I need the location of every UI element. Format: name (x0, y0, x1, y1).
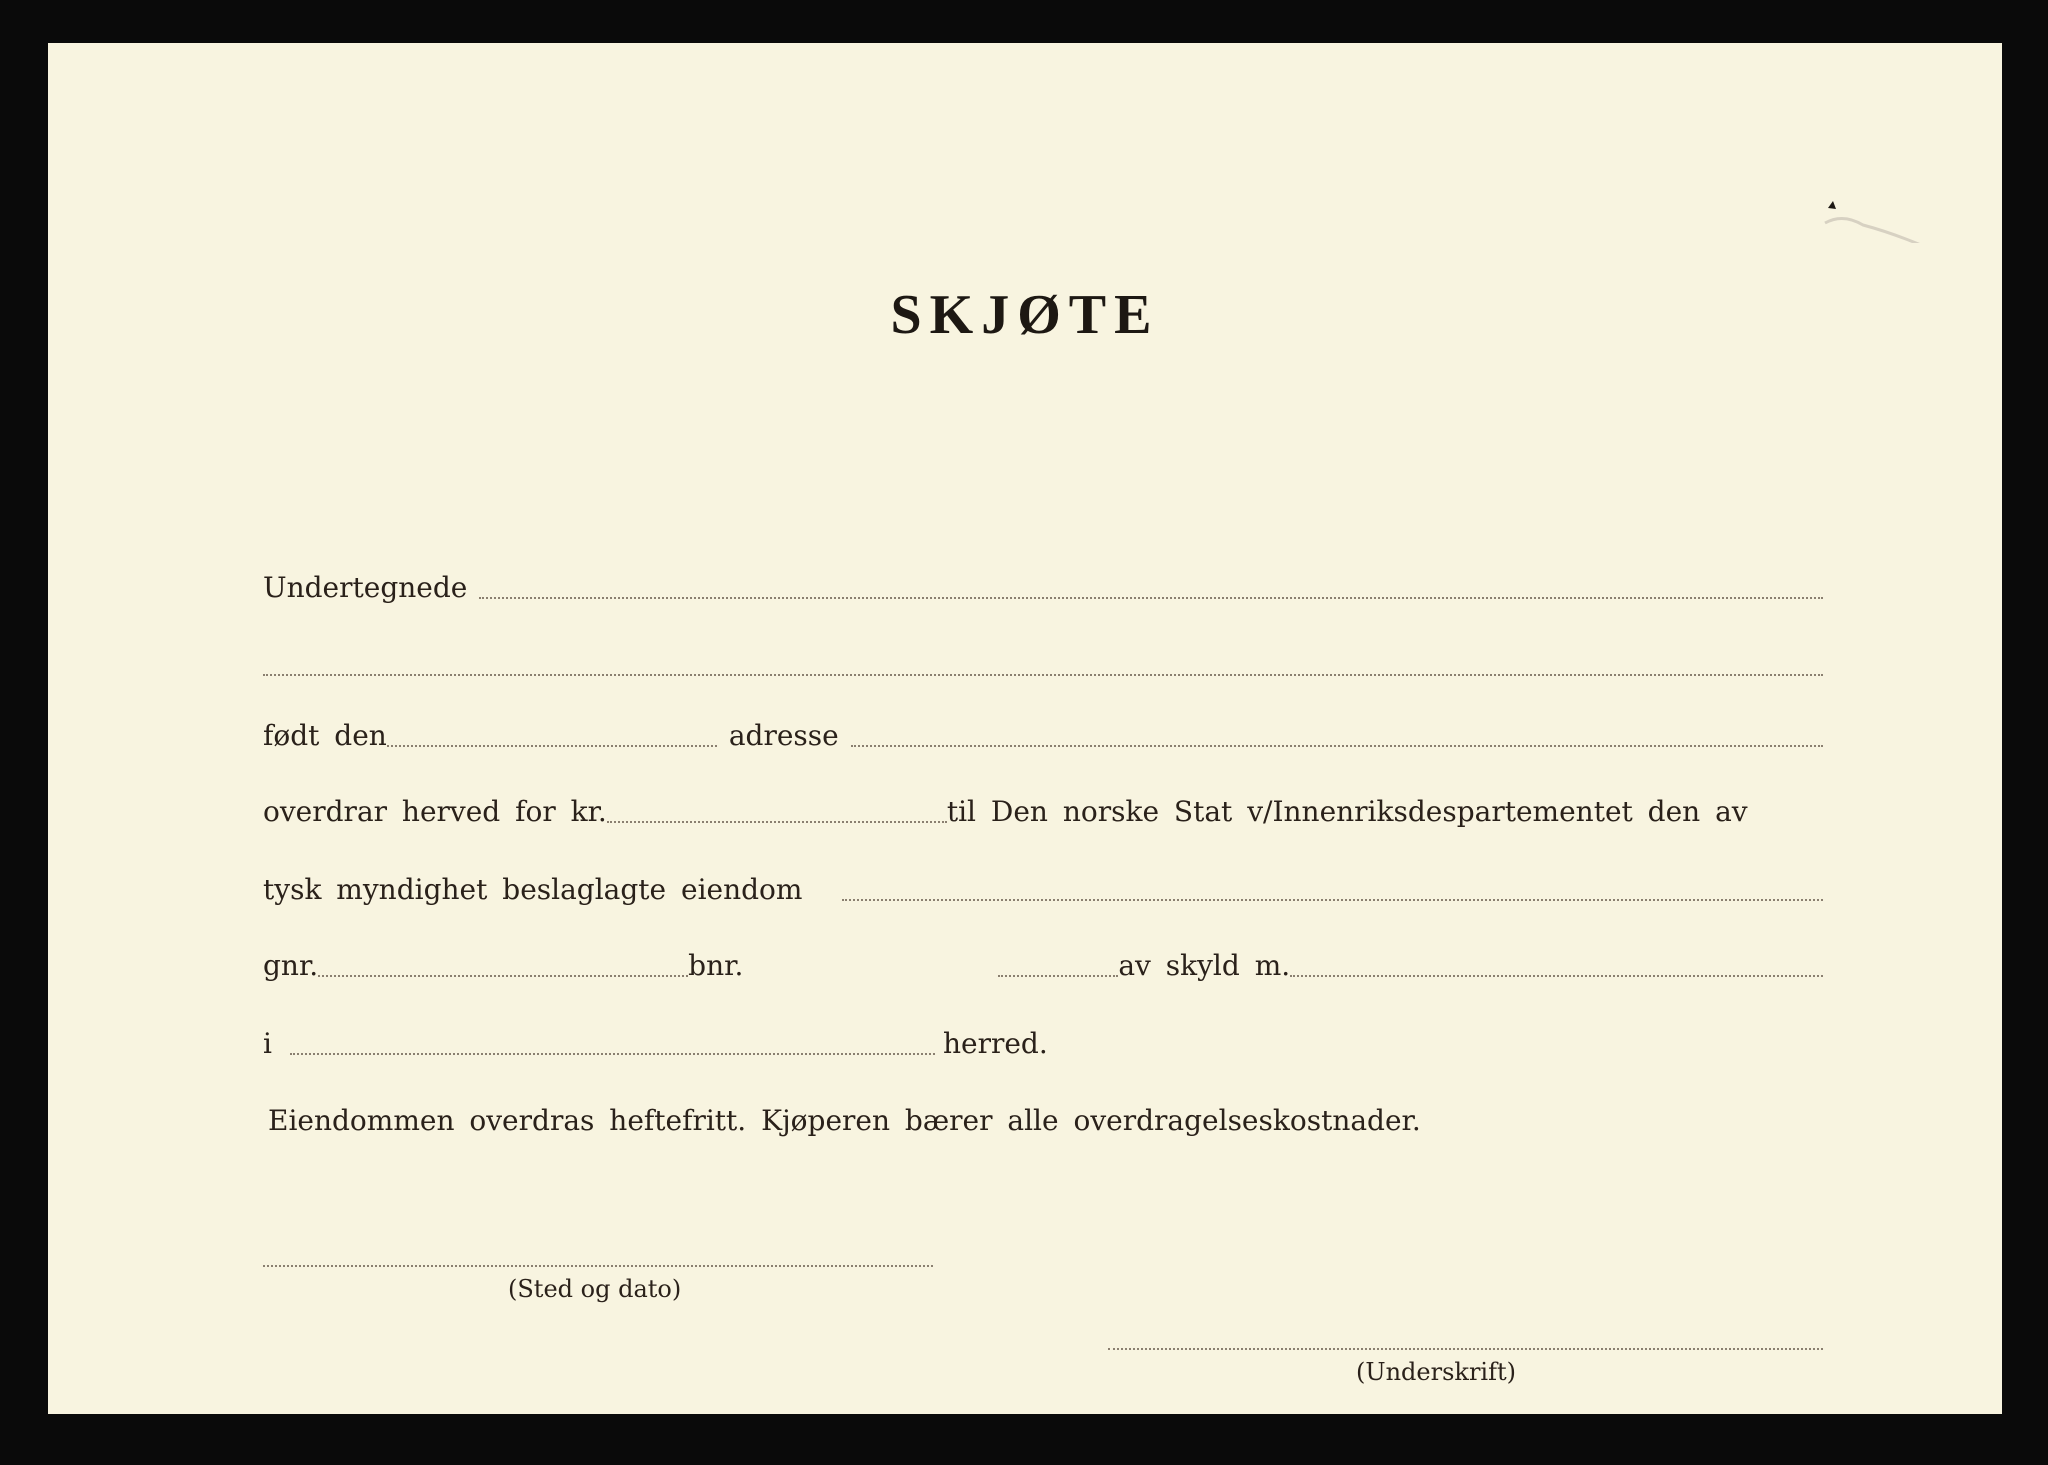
adresse-label: adresse (728, 719, 839, 752)
undertegnede-field[interactable] (479, 597, 1823, 599)
tysk-label: tysk myndighet beslaglagte eiendom (263, 873, 803, 906)
signature-field[interactable] (1108, 1348, 1823, 1350)
herred-label: herred. (942, 1027, 1048, 1060)
skyld-label: av skyld m. (1118, 949, 1291, 982)
place-date-caption: (Sted og dato) (508, 1275, 682, 1303)
undertegnede-label: Undertegnede (263, 571, 468, 604)
address-field[interactable] (851, 745, 1823, 747)
paper-stain-mark (1823, 173, 1933, 243)
gnr-field[interactable] (318, 975, 688, 977)
undertegnede-row (263, 563, 1823, 603)
undertegnede-continuation-field[interactable] (263, 674, 1823, 676)
statement-row (268, 1096, 1828, 1136)
property-field[interactable] (842, 899, 1823, 901)
place-date-field[interactable] (263, 1265, 933, 1267)
herred-field[interactable] (290, 1053, 935, 1055)
fodt-label: født den (263, 719, 387, 752)
gnr-label: gnr. (263, 949, 319, 982)
document-title: SKJØTE (890, 284, 1160, 346)
signature-caption: (Underskrift) (1356, 1358, 1516, 1386)
skyld-field[interactable] (1290, 975, 1823, 977)
statement-text: Eiendommen overdras heftefritt. Kjøperen bærer alle overdragelseskostnader. (268, 1104, 1421, 1137)
transfer-row (263, 787, 1823, 827)
bnr-label: bnr. (688, 949, 744, 982)
til-label: til Den norske Stat v/Innenriksdespartementet den av (946, 795, 1748, 828)
i-label: i (263, 1027, 272, 1060)
amount-field[interactable] (607, 821, 947, 823)
overdrar-label: overdrar herved for kr. (263, 795, 607, 828)
birth-date-field[interactable] (387, 745, 717, 747)
birth-address-row (263, 711, 1823, 751)
cadastral-row (263, 941, 1823, 981)
undertegnede-continuation-row (263, 640, 1823, 680)
bnr-field[interactable] (998, 975, 1118, 977)
property-row (263, 865, 1823, 905)
herred-row (263, 1019, 1823, 1059)
deed-form-page (48, 43, 2002, 1414)
